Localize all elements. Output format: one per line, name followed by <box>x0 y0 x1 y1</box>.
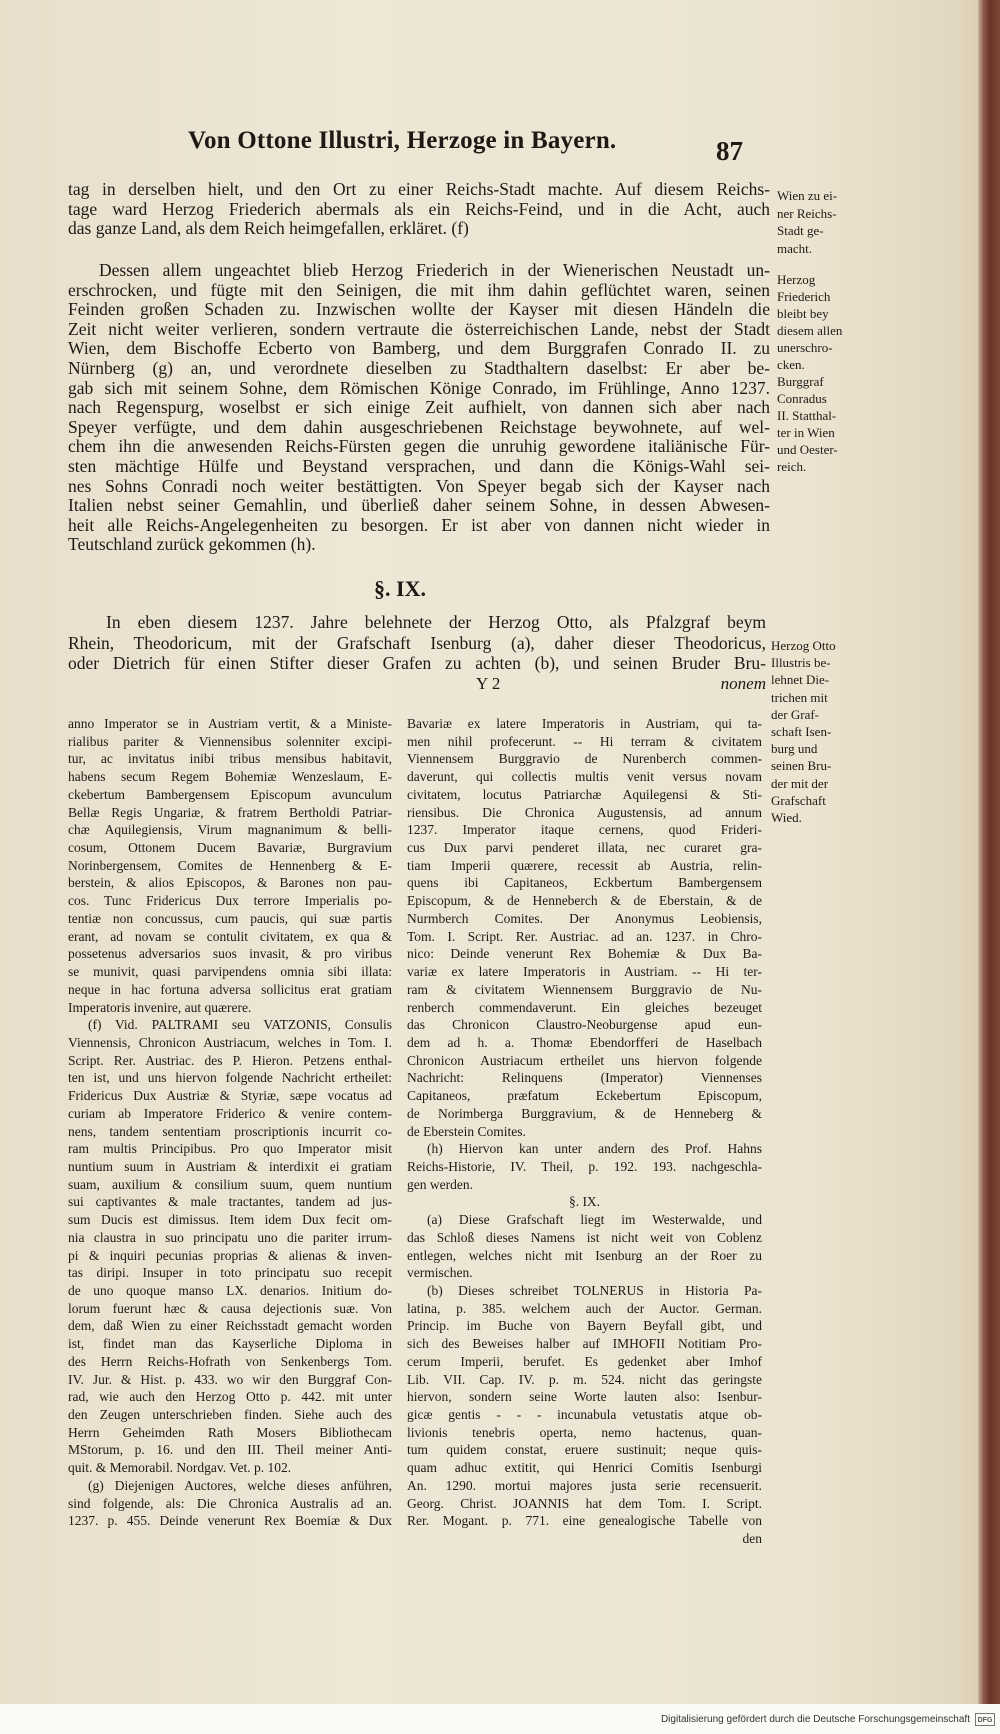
text-line: reich. <box>777 459 807 474</box>
text-line: entlegen, welches nicht mit Isenburg an der Roer zu <box>407 1247 762 1263</box>
text-line: Imperatoris invenire, aut quærere. <box>68 999 252 1015</box>
text-line: sten mächtige Hülfe und Beystand versprachen, und dann die Königs-Wahl sei- <box>68 455 770 476</box>
footnote-catchword: den <box>742 1531 762 1547</box>
text-line: Teutschland zurück gekommen (h). <box>68 534 316 555</box>
text-line: burg und <box>771 741 818 757</box>
text-line: habens secum Regem Bohemiæ Wenzeslaum, E- <box>68 769 392 785</box>
text-line: Wien zu ei- <box>777 188 838 203</box>
text-line: nuntium suum in Austriam & interdixit ei gratiam <box>68 1158 392 1174</box>
text-line: Script. Rer. Austriac. des P. Hieron. Petzens enthal- <box>68 1052 392 1068</box>
text-line: Feinden großen Schaden zu. Inzwischen wollte der Kayser mit diesen Händeln die <box>68 299 770 320</box>
text-line: ram multis Principibus. Pro quo Imperator misit <box>68 1141 392 1157</box>
text-line: chem ihn die anwesenden Reichs-Fürsten gegen die unruhig gewordene italiänische Für- <box>68 436 770 457</box>
text-line: Rer. Mogant. p. 771. eine genealogische Tabelle von <box>407 1513 762 1529</box>
text-line: MStorum, p. 16. und den III. Theil meiner Anti- <box>68 1442 392 1458</box>
text-line: latina, p. 385. welchem auch der Auctor. German. <box>407 1300 762 1316</box>
text-line: chæ Aquilegiensis, Virum magnanimum & belli- <box>68 822 392 838</box>
text-line: Conradus <box>777 391 827 406</box>
text-line: ram & civitatem Wiennensem Burggravio de Nu- <box>407 981 762 997</box>
text-line: hiervon, sondern seine Worte lauten also: Isenbur- <box>407 1389 762 1405</box>
text-line: Fridericus Dux Austriæ & Styriæ, sæpe vocatus ad <box>68 1088 392 1104</box>
text-line: de Norimberga Burggravium, & de Henneberg & <box>407 1105 762 1121</box>
text-line: IV. Jur. & Hist. p. 433. wo wir den Burggraf Con- <box>68 1371 392 1387</box>
text-line: quam adhuc extitit, qui Henrici Comitis Isenburgi <box>407 1460 762 1476</box>
footnote <box>407 1211 762 1282</box>
text-line: trichen mit <box>771 689 828 705</box>
text-line: sui captivantes & male tractantes, tandem ad jus- <box>68 1194 392 1210</box>
section-heading: §. IX. <box>374 576 426 601</box>
text-line: An. 1290. mortui majores justa serie recensuerit. <box>407 1477 762 1493</box>
text-line: curiam ab Imperatore Friderico & venire contem- <box>68 1105 392 1121</box>
text-line: Chronicon Austriacum ertheilet uns hiervon folgende <box>407 1052 762 1068</box>
text-line: nes Sohns Conradi noch weiter bestättigten. Von Speyer begab sich der Kayser nach <box>68 475 770 496</box>
text-line: diesem allen <box>777 323 843 338</box>
text-line: cerum Imperii, berufet. Es gedenket aber Imhof <box>407 1353 762 1369</box>
text-line: oder Dietrich für einen Stifter dieser Grafen zu achten (b), und seinen Bruder Bru- <box>68 653 766 673</box>
text-line: rad, wie auch den Herzog Otto p. 442. mit unter <box>68 1389 392 1405</box>
text-line: Lib. VII. Cap. IV. p. m. 524. nicht das geringste <box>407 1371 762 1387</box>
text-line: quit. & Memorabil. Nordgav. Vet. p. 102. <box>68 1460 292 1476</box>
text-line: cus Dux parvi penderet illata, nec curaret gra- <box>407 840 762 856</box>
text-line: neque in hac fortuna adversa sollicitus erat gratiam <box>68 981 392 997</box>
text-line: Georg. Christ. JOANNIS hat dem Tom. I. Script. <box>407 1495 762 1511</box>
text-line: Bellæ Regis Ungariæ, & fratrem Bertholdi Patriar- <box>68 804 392 820</box>
text-line: Princip. im Buche von Bayern Beyfall gibt, und <box>407 1318 762 1334</box>
text-line: Episcopum, & de Henneberch & de Eberstain, & de <box>407 893 762 909</box>
text-line: tur, ac invitatus inibi tribus mensibus habitavit, <box>68 751 392 767</box>
text-line: Speyer verfügte, und dem dahin ausgeschriebenen Reichstage beywohnete, auf wel- <box>68 416 770 437</box>
text-line: unerschro- <box>777 340 833 355</box>
text-line: tentiæ non concussus, cum paucis, qui suæ partis <box>68 910 392 926</box>
text-line: civitatem, locutus Patriarchæ Aquilegensi & Sti- <box>407 786 762 802</box>
text-line: se munivit, quasi parvipendens omnia sibi illata: <box>68 964 392 980</box>
text-line: nens, tandem sententiam proscriptionis incurrit co- <box>68 1123 392 1139</box>
book-edge <box>978 0 1000 1704</box>
text-line: In eben diesem 1237. Jahre belehnete der Herzog Otto, als Pfalzgraf beym <box>106 612 766 632</box>
body-paragraph <box>68 612 766 674</box>
text-line: macht. <box>777 240 813 256</box>
text-line: possetenus adversarios suos invasit, & pro viribus <box>68 946 392 962</box>
text-line: der Graf- <box>771 706 819 722</box>
text-line: der mit der <box>771 775 829 791</box>
margin-note <box>777 271 877 373</box>
text-line: Burggraf <box>777 374 824 389</box>
text-line: Herzog <box>777 272 816 287</box>
text-line: schaft Isen- <box>771 723 832 739</box>
body-paragraph <box>68 261 770 555</box>
text-line: men nihil profecerunt. -- Hi terram & civitatem <box>407 733 762 749</box>
text-line: ter in Wien <box>777 425 835 440</box>
text-line: anno Imperator se in Austriam vertit, & a Ministe- <box>68 716 392 731</box>
text-line: Illustris be- <box>771 655 831 671</box>
text-line: das Schloß dieses Namens ist nicht weit von Coblenz <box>407 1229 762 1245</box>
text-line: tas diripi. Insuper in toto principatu suo recepit <box>68 1265 392 1281</box>
text-line: daverunt, qui collectis multis venit versus novam <box>407 769 762 785</box>
text-line: (f) Vid. PALTRAMI seu VATZONIS, Consulis <box>88 1017 392 1033</box>
text-line: den Zeugen unterschrieben finden. Siehe auch des <box>68 1407 392 1423</box>
text-line: 1237. Imperator itaque cernens, quod Frideri- <box>407 822 762 838</box>
text-line: nico: Deinde venerunt Rex Bohemiæ & Dux Ba- <box>407 946 762 962</box>
footnote <box>407 1140 762 1193</box>
text-line: gab sich mit seinem Sohne, dem Römischen Könige Conrado, im Frühlinge, Anno 1237. <box>68 377 770 398</box>
footnote <box>68 715 392 1016</box>
text-line: Wien, dem Bischoffe Ecberto von Bamberg, und dem Burggrafen Conrado II. zu <box>68 338 770 359</box>
text-line: Wied. <box>771 809 802 825</box>
text-line: Grafschaft <box>771 792 826 808</box>
text-line: Herzog Otto <box>771 638 836 653</box>
text-line: Nachricht: Relinquens (Imperator) Viennenses <box>407 1070 762 1086</box>
text-line: gen werden. <box>407 1176 473 1192</box>
text-line: Nurmberch Comites. Der Anonymus Leobiensis, <box>407 910 762 926</box>
text-line: cosum, Ottonem Ducem Bavariæ, Burgravium <box>68 840 392 856</box>
digitization-credit: Digitalisierung gefördert durch die Deutsche Forschungsgemeinschaft <box>660 1714 970 1725</box>
text-line: livionis tenebris operta, nemo hactenus, quan- <box>407 1424 762 1440</box>
text-line: cos. Tunc Fridericus Dux terrore Imperialis po- <box>68 893 392 909</box>
text-line: und Oester- <box>777 442 838 457</box>
text-line: Viennensis, Chronicon Austriacum, welches in Tom. I. <box>68 1034 392 1050</box>
running-head: Von Ottone Illustri, Herzoge in Bayern. <box>188 127 617 154</box>
footnote <box>68 1016 392 1477</box>
catchword: nonem <box>720 674 766 693</box>
text-line: cken. <box>777 357 805 372</box>
footer <box>0 1704 1000 1734</box>
text-line: Nürnberg (g) an, und verordnete dieselben zu Stadthaltern daselbst: Er aber be- <box>68 357 770 378</box>
text-line: Viennensem Burggravio de Nurenberch commen- <box>407 751 762 767</box>
margin-note <box>777 373 877 475</box>
text-line: quens ibi Capitaneos, Eckbertum Bambergensem <box>407 875 762 891</box>
text-line: Friederich <box>777 289 831 304</box>
text-line: suam, auxilium & consilium suum, quem nuntium <box>68 1176 392 1192</box>
text-line: dem ad h. a. Thomæ Ebendorfferi de Haselbach <box>407 1034 762 1050</box>
text-line: gicæ gentis - - - incunabula vetustatis atque ob- <box>407 1407 762 1423</box>
text-line: (b) Dieses schreibet TOLNERUS in Historia Pa- <box>427 1283 762 1298</box>
text-line: Bavariæ ex latere Imperatoris in Austriam, qui ta- <box>407 716 762 731</box>
text-line: Reichs-Historie, IV. Theil, p. 192. 193. nachgeschla- <box>407 1158 762 1174</box>
text-line: II. Statthal- <box>777 408 837 423</box>
footnote <box>407 715 762 1140</box>
text-line: vermischen. <box>407 1265 473 1281</box>
text-line: nia claustra in suo principatu uno die pariter irrum- <box>68 1229 392 1245</box>
text-line: (g) Diejenigen Auctores, welche dieses anführen, <box>88 1477 392 1493</box>
text-line: sum Ducis est dimissus. Item idem Dux fecit om- <box>68 1212 392 1228</box>
text-line: Norinbergensem, Comites de Hennenberg & E- <box>68 857 392 873</box>
body-paragraph <box>68 180 770 239</box>
text-line: (h) Hiervon kan unter andern des Prof. Hahns <box>427 1141 762 1157</box>
text-line: renberch commendaverunt. Ein gleiches bezeuget <box>407 999 762 1015</box>
text-line: erschrocken, und fügte mit den Seinigen, die mit ihm dahin geflüchtet waren, seinen <box>68 279 770 300</box>
text-line: seinen Bru- <box>771 758 832 774</box>
text-line: Zeit nicht weiter verlieren, sondern vertraute die österreichischen Lande, nebst der Stadt <box>68 318 770 339</box>
footnote-section-heading: §. IX. <box>568 1194 601 1210</box>
text-line: das ganze Land, als dem Reich heimgefallen, erkläret. (f) <box>68 218 469 239</box>
margin-note <box>777 187 877 257</box>
text-line: Tom. I. Script. Rer. Austriac. ad an. 1237. in Chro- <box>407 928 762 944</box>
text-line: dem, daß Wien zu einer Reichsstadt gemacht worden <box>68 1318 392 1334</box>
text-line: tiam Imperii quærere, recessit ab Austria, relin- <box>407 857 762 873</box>
footnote <box>68 1477 392 1530</box>
text-line: bleibt bey <box>777 306 829 321</box>
margin-note <box>771 637 871 826</box>
text-line: sind folgende, als: Die Chronica Australis ad an. <box>68 1495 392 1511</box>
text-line: de Eberstein Comites. <box>407 1123 526 1139</box>
text-line: rialibus pariter & Viennensibus solenniter excipi- <box>68 733 392 749</box>
text-line: variæ ex latere Imperatoris in Austriam. -- Hi ter- <box>407 964 762 980</box>
text-line: lorum fuerunt hæc & causa dejectionis suæ. Von <box>68 1300 392 1316</box>
text-line: tum quidem constat, eruere sustinuit; neque quis- <box>407 1442 762 1458</box>
text-line: (a) Diese Grafschaft liegt im Westerwalde, und <box>427 1212 762 1228</box>
text-line: 1237. p. 455. Deinde venerunt Rex Boemiæ & Dux <box>68 1513 392 1529</box>
footnotes-right-column <box>407 715 762 1548</box>
text-line: lehnet Die- <box>771 672 830 688</box>
text-line: Capitaneos, præfatum Eckebertum Episcopum, <box>407 1088 762 1104</box>
signature-mark: Y 2 <box>476 674 501 693</box>
footnotes-left-column <box>68 715 392 1530</box>
text-line: Herrn Geheimden Rath Mosers Bibliothecam <box>68 1424 392 1440</box>
text-line: Italien nebst seiner Gemahlin, und überließ daher seinem Sohne, in dessen Abwesen- <box>68 495 770 516</box>
dfg-logo-icon: DFG <box>975 1713 995 1726</box>
page-number: 87 <box>716 136 743 166</box>
text-line: sich des Beweises halber auf IMHOFII Notitiam Pro- <box>407 1336 762 1352</box>
text-line: riensibus. Die Chronica Augustensis, ad annum <box>407 804 762 820</box>
text-line: erant, ad novam se contulit civitatem, ex qua & <box>68 928 392 944</box>
text-line: pi & inquiri pecunias proprias & alienas & inven- <box>68 1247 392 1263</box>
text-line: Dessen allem ungeachtet blieb Herzog Friederich in der Wienerischen Neustadt un- <box>99 260 770 280</box>
text-line: de uno quoque manso LX. denarios. Initium do- <box>68 1283 392 1298</box>
text-line: Rhein, Theodoricum, mit der Grafschaft Isenburg (a), daher dieser Theodoricus, <box>68 632 766 653</box>
text-line: tage ward Herzog Friederich abermals als ein Reichs-Feind, und in die Acht, auch <box>68 198 770 219</box>
text-line: ist, findet man das Kayserliche Diploma in <box>68 1336 392 1352</box>
text-line: tag in derselben hielt, und den Ort zu einer Reichs-Stadt machte. Auf diesem Reichs- <box>68 179 770 199</box>
text-line: das Chronicon Claustro-Neoburgense apud eun- <box>407 1017 762 1033</box>
text-line: Stadt ge- <box>777 223 824 238</box>
text-line: ner Reichs- <box>777 205 837 221</box>
footnote <box>407 1282 762 1530</box>
text-line: des Herrn Reichs-Hofrath von Senkenbergs Tom. <box>68 1353 392 1369</box>
text-line: ten ist, und uns hiervon folgende Nachricht ertheilet: <box>68 1070 392 1086</box>
text-line: heit alle Reichs-Angelegenheiten zu besorgen. Er ist aber von dannen nicht wieder in <box>68 514 770 535</box>
text-line: berstein, & alios Episcopos, & Barones non pau- <box>68 875 392 891</box>
text-line: nach Regenspurg, woselbst er sich einige Zeit aufhielt, von dannen sich aber nach <box>68 397 770 418</box>
text-line: ckebertum Bambergensem Episcopum avunculum <box>68 786 392 802</box>
